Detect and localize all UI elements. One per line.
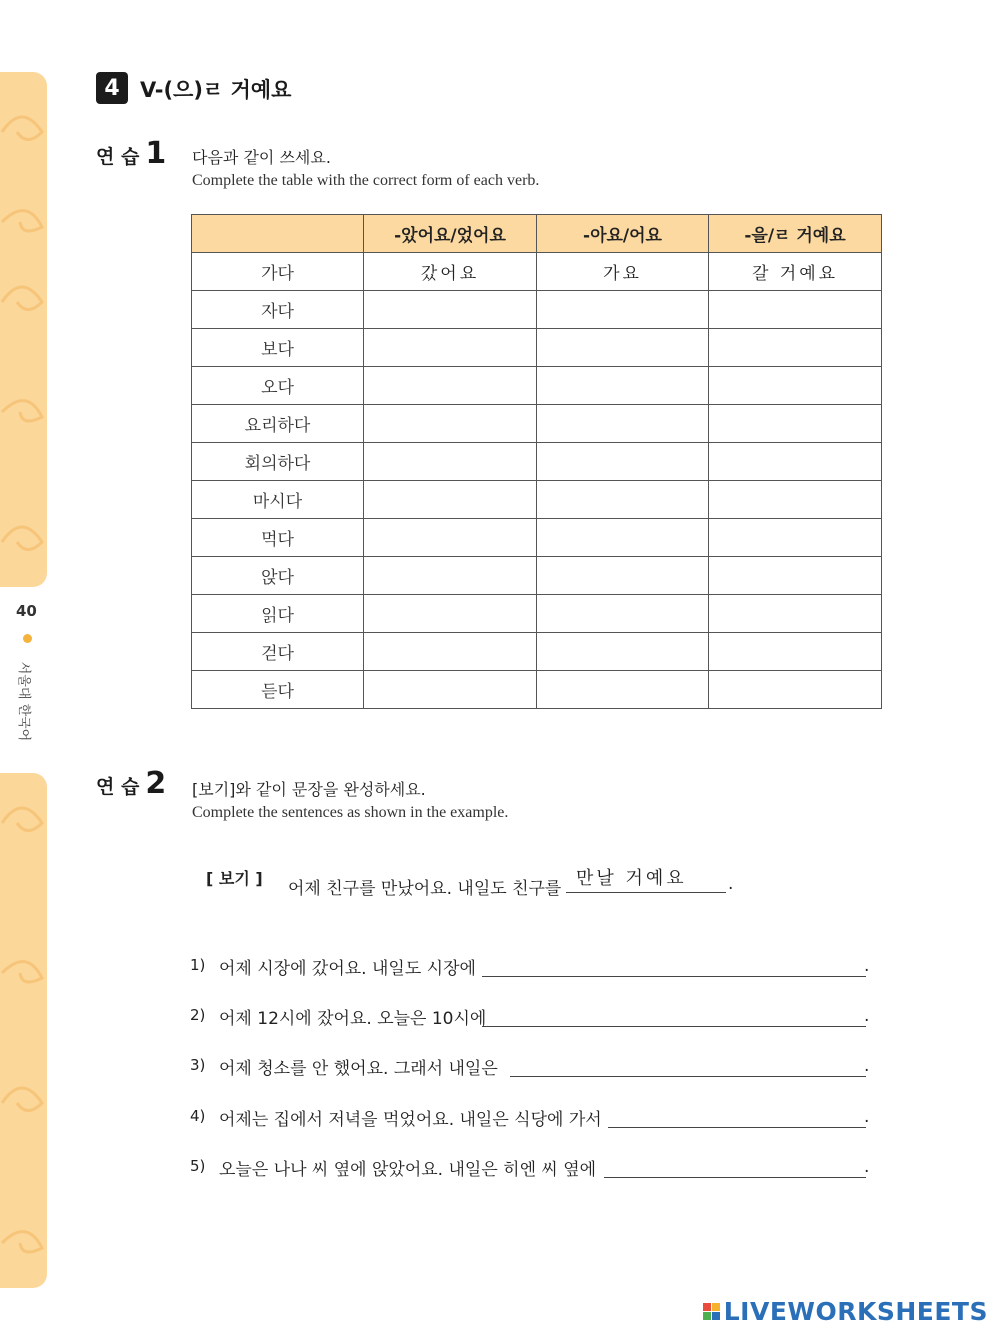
verb-cell (192, 405, 364, 443)
present-tense-cell[interactable] (537, 367, 709, 405)
table-header-row (192, 215, 882, 253)
example-tag: [ 보기 ] (206, 869, 263, 888)
page-number: 40 (16, 602, 37, 620)
section-title: V-(으)ㄹ 거예요 (140, 78, 292, 102)
future-tense-cell[interactable] (709, 329, 882, 367)
table-row (192, 595, 882, 633)
question-number: 1) (190, 956, 206, 974)
verb-label: 앉다 (261, 568, 294, 588)
question-period: . (864, 1157, 870, 1177)
example-text: 어제 친구를 만났어요. 내일도 친구를 (288, 879, 562, 899)
question-period: . (864, 1006, 870, 1026)
past-tense-cell[interactable] (364, 367, 537, 405)
exercise1-instruction-en: Complete the table with the correct form of each verb. (192, 172, 540, 189)
verb-cell (192, 329, 364, 367)
past-tense-cell[interactable] (364, 405, 537, 443)
logo-text: LIVEWORKSHEETS (723, 1296, 988, 1326)
answer-text: 갔어요 (420, 264, 480, 284)
question-period: . (864, 1056, 870, 1076)
verb-label: 마시다 (252, 492, 303, 512)
table-row (192, 443, 882, 481)
exercise2-label: 연 습 2 (96, 766, 167, 801)
question-text: 오늘은 나나 씨 옆에 앉았어요. 내일은 히엔 씨 옆에 (219, 1160, 597, 1180)
future-tense-cell[interactable] (709, 291, 882, 329)
answer-blank[interactable] (482, 952, 866, 977)
liveworksheets-logo (703, 1296, 988, 1326)
present-tense-cell[interactable] (537, 595, 709, 633)
verb-label: 듣다 (261, 682, 294, 702)
past-tense-cell[interactable] (364, 329, 537, 367)
past-tense-cell[interactable] (364, 291, 537, 329)
example-period: . (728, 874, 734, 894)
past-tense-cell[interactable] (364, 595, 537, 633)
present-tense-cell[interactable] (537, 633, 709, 671)
past-tense-cell[interactable] (364, 671, 537, 709)
future-tense-cell[interactable] (709, 557, 882, 595)
verb-cell (192, 253, 364, 291)
logo-badge-icon (703, 1303, 720, 1320)
verb-conjugation-table (191, 214, 882, 709)
exercise1-instruction: 다음과 같이 쓰세요. (192, 148, 331, 167)
past-tense-cell[interactable] (364, 519, 537, 557)
answer-blank[interactable] (604, 1153, 866, 1178)
question-number: 5) (190, 1157, 206, 1175)
table-row (192, 519, 882, 557)
future-tense-cell[interactable] (709, 595, 882, 633)
question-number: 4) (190, 1107, 206, 1125)
page-dot (23, 634, 32, 643)
future-tense-cell[interactable] (709, 671, 882, 709)
question-text: 어제 12시에 잤어요. 오늘은 10시에 (219, 1009, 487, 1029)
verb-label: 먹다 (261, 530, 294, 550)
table-row (192, 367, 882, 405)
sidebar-decor-top (0, 72, 47, 587)
table-header-cell: -아요/어요 (537, 215, 709, 253)
table-row (192, 291, 882, 329)
answer-blank[interactable] (482, 1002, 866, 1027)
past-tense-cell[interactable] (364, 443, 537, 481)
table-header-cell: -았어요/었어요 (364, 215, 537, 253)
future-tense-cell[interactable] (709, 367, 882, 405)
table-header-cell: -을/ㄹ 거예요 (709, 215, 882, 253)
sidebar-decor-bottom (0, 773, 47, 1288)
verb-label: 걷다 (261, 644, 294, 664)
present-tense-cell[interactable] (537, 405, 709, 443)
verb-label: 보다 (261, 340, 294, 360)
present-tense-cell[interactable] (537, 291, 709, 329)
verb-label: 읽다 (261, 606, 294, 626)
answer-blank[interactable] (608, 1103, 866, 1128)
verb-cell (192, 519, 364, 557)
past-tense-cell[interactable] (364, 633, 537, 671)
example-answer-blank (566, 866, 726, 893)
exercise1-label: 연 습 1 (96, 136, 167, 171)
question-text: 어제 청소를 안 했어요. 그래서 내일은 (219, 1059, 498, 1079)
future-tense-cell[interactable] (709, 519, 882, 557)
future-tense-cell[interactable] (709, 405, 882, 443)
question-item (190, 1153, 870, 1183)
question-period: . (864, 956, 870, 976)
future-tense-cell[interactable] (709, 481, 882, 519)
example-answer: 만날 거예요 (576, 868, 687, 889)
exercise2-instruction-en: Complete the sentences as shown in the example. (192, 804, 509, 821)
table-row (192, 633, 882, 671)
past-tense-cell[interactable] (364, 253, 537, 291)
verb-label: 요리하다 (244, 416, 311, 436)
question-item (190, 952, 870, 982)
verb-label: 오다 (261, 378, 294, 398)
question-item (190, 1002, 870, 1032)
question-number: 3) (190, 1056, 206, 1074)
question-text: 어제 시장에 갔어요. 내일도 시장에 (219, 959, 476, 979)
question-item (190, 1103, 870, 1133)
question-period: . (864, 1107, 870, 1127)
verb-cell (192, 557, 364, 595)
future-tense-cell[interactable] (709, 443, 882, 481)
table-row (192, 405, 882, 443)
verb-cell (192, 633, 364, 671)
table-row (192, 253, 882, 291)
table-row (192, 671, 882, 709)
verb-cell (192, 291, 364, 329)
verb-label: 가다 (261, 264, 294, 284)
verb-cell (192, 367, 364, 405)
question-number: 2) (190, 1006, 206, 1024)
future-tense-cell[interactable] (709, 253, 882, 291)
answer-blank[interactable] (510, 1052, 866, 1077)
table-row (192, 481, 882, 519)
table-row (192, 329, 882, 367)
verb-cell (192, 443, 364, 481)
present-tense-cell[interactable] (537, 519, 709, 557)
answer-text: 갈 거예요 (751, 264, 839, 284)
verb-cell (192, 595, 364, 633)
answer-text: 가요 (603, 264, 642, 284)
past-tense-cell[interactable] (364, 481, 537, 519)
example-sentence (206, 862, 746, 902)
verb-label: 회의하다 (244, 454, 311, 474)
verb-cell (192, 481, 364, 519)
future-tense-cell[interactable] (709, 633, 882, 671)
present-tense-cell[interactable] (537, 557, 709, 595)
present-tense-cell[interactable] (537, 443, 709, 481)
verb-cell (192, 671, 364, 709)
book-title: 서울대 한국어 (16, 661, 32, 741)
exercise2-instruction: [보기]와 같이 문장을 완성하세요. (192, 780, 426, 799)
table-header-cell (192, 215, 364, 253)
question-item (190, 1052, 870, 1082)
verb-label: 자다 (261, 302, 294, 322)
present-tense-cell[interactable] (537, 329, 709, 367)
present-tense-cell[interactable] (537, 481, 709, 519)
table-row (192, 557, 882, 595)
question-text: 어제는 집에서 저녁을 먹었어요. 내일은 식당에 가서 (219, 1110, 602, 1130)
present-tense-cell[interactable] (537, 671, 709, 709)
section-number-badge: 4 (96, 72, 128, 104)
past-tense-cell[interactable] (364, 557, 537, 595)
present-tense-cell[interactable] (537, 253, 709, 291)
